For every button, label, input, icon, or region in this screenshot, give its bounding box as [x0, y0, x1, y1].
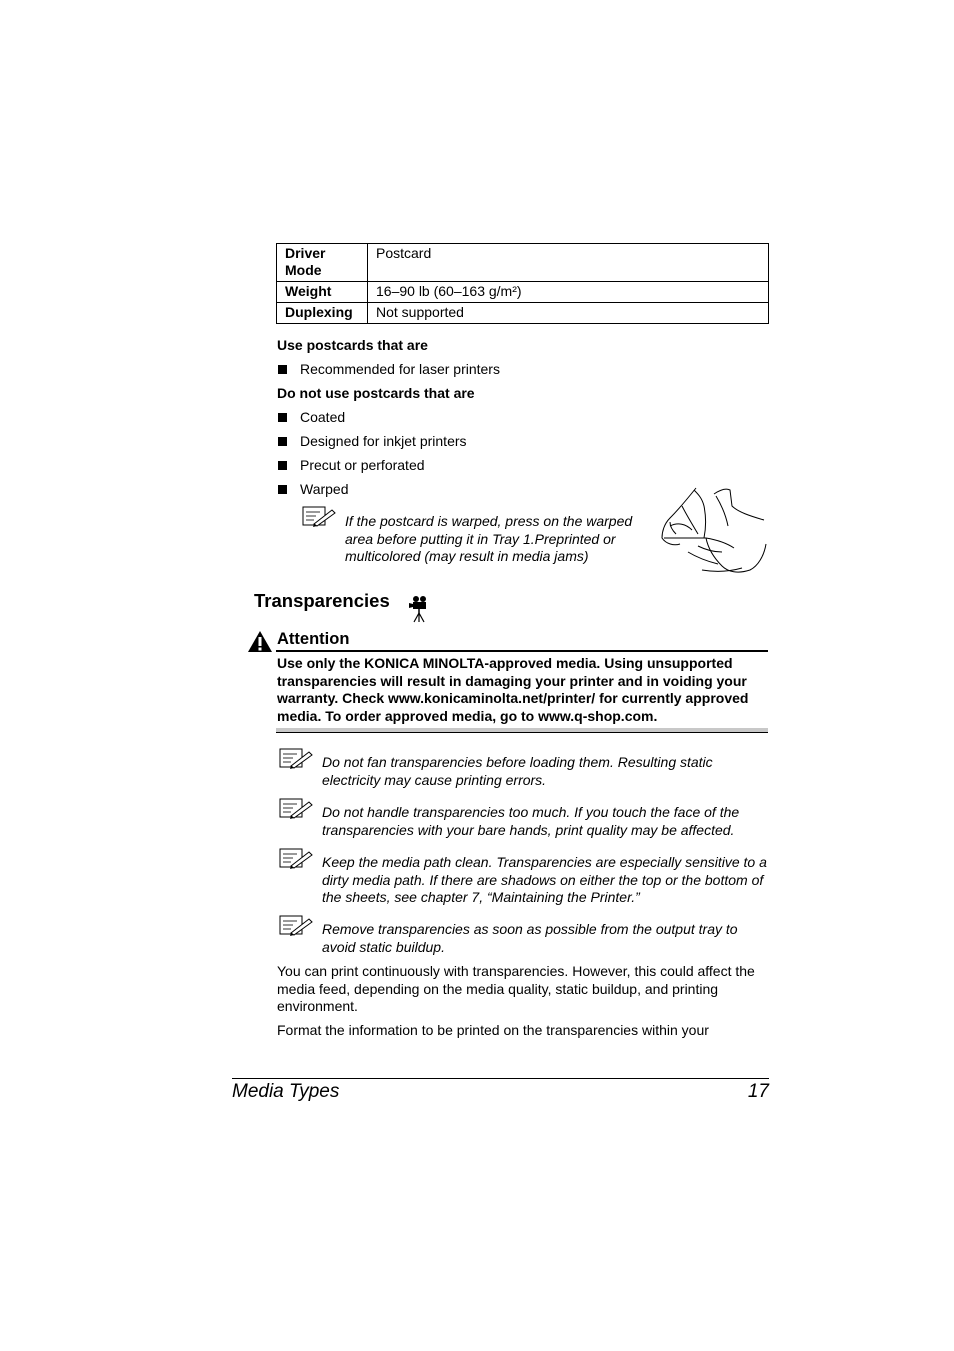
postcard-spec-table: [276, 243, 769, 324]
hands-pressing-postcard-illustration: [658, 486, 768, 576]
note-text: Do not fan transparencies before loading them. Resulting static electricity may cause printing errors.: [322, 754, 713, 788]
spec-key: Driver Mode: [277, 244, 368, 282]
body-paragraph: You can print continuously with transparencies. However, this could affect the media feed, depending on the media quality, static buildup, and printing environment.: [277, 963, 755, 1015]
bullet-square-icon: [278, 437, 287, 446]
bullet-square-icon: [278, 485, 287, 494]
note-pencil-icon: [302, 506, 336, 528]
spec-value: Postcard: [368, 244, 769, 282]
list-item-text: Recommended for laser printers: [300, 361, 500, 377]
body-paragraph: Format the information to be printed on the transparencies within your: [277, 1022, 709, 1038]
spec-value: Not supported: [368, 303, 769, 324]
bullet-square-icon: [278, 461, 287, 470]
spec-row: [277, 282, 769, 303]
footer-rule: [232, 1078, 769, 1079]
note-pencil-icon: [279, 748, 313, 770]
attention-body: Use only the KONICA MINOLTA-approved media. Using unsupported transparencies will result in damaging your printer and in voiding your warranty. Check www.konicaminolta.net/printer/ for currently approved media. To order approved media, go to www.q-shop.com.: [277, 655, 749, 724]
spec-key: Weight: [277, 282, 368, 303]
bullet-square-icon: [278, 413, 287, 422]
page-number: 17: [747, 1081, 769, 1102]
list-item-text: Coated: [300, 409, 346, 425]
spec-row: [277, 244, 769, 282]
note-pencil-icon: [279, 915, 313, 937]
warning-triangle-icon: [247, 630, 273, 653]
attention-title: Attention: [277, 630, 350, 648]
attention-rule: [276, 650, 768, 652]
list-item-text: Designed for inkjet printers: [300, 433, 467, 449]
note-text: Remove transparencies as soon as possible from the output tray to avoid static buildup.: [322, 921, 738, 955]
warp-note-text: If the postcard is warped, press on the warped area before putting it in Tray 1.Preprinted or multicolored (may result in media jams): [345, 513, 633, 565]
spec-row: [277, 303, 769, 324]
list-item-text: Precut or perforated: [300, 457, 425, 473]
note-pencil-icon: [279, 798, 313, 820]
spec-key: Duplexing: [277, 303, 368, 324]
section-title: Transparencies: [254, 590, 390, 611]
use-heading: Use postcards that are: [277, 337, 428, 353]
note-text: Keep the media path clean. Transparencies are especially sensitive to a dirty media path. If there are shadows on either the top or the bottom of the sheets, see chapter 7, “Maintaining the Printer.”: [322, 854, 767, 906]
attention-rule: [276, 732, 768, 733]
spec-value: 16–90 lb (60–163 g/m²): [368, 282, 769, 303]
note-text: Do not handle transparencies too much. If you touch the face of the transparencies with your bare hands, print quality may be affected.: [322, 804, 740, 838]
note-pencil-icon: [279, 848, 313, 870]
list-item-text: Warped: [300, 481, 349, 497]
footer-title: Media Types: [232, 1081, 340, 1102]
projector-icon: [407, 595, 431, 623]
donot-heading: Do not use postcards that are: [277, 385, 475, 401]
bullet-square-icon: [278, 365, 287, 374]
